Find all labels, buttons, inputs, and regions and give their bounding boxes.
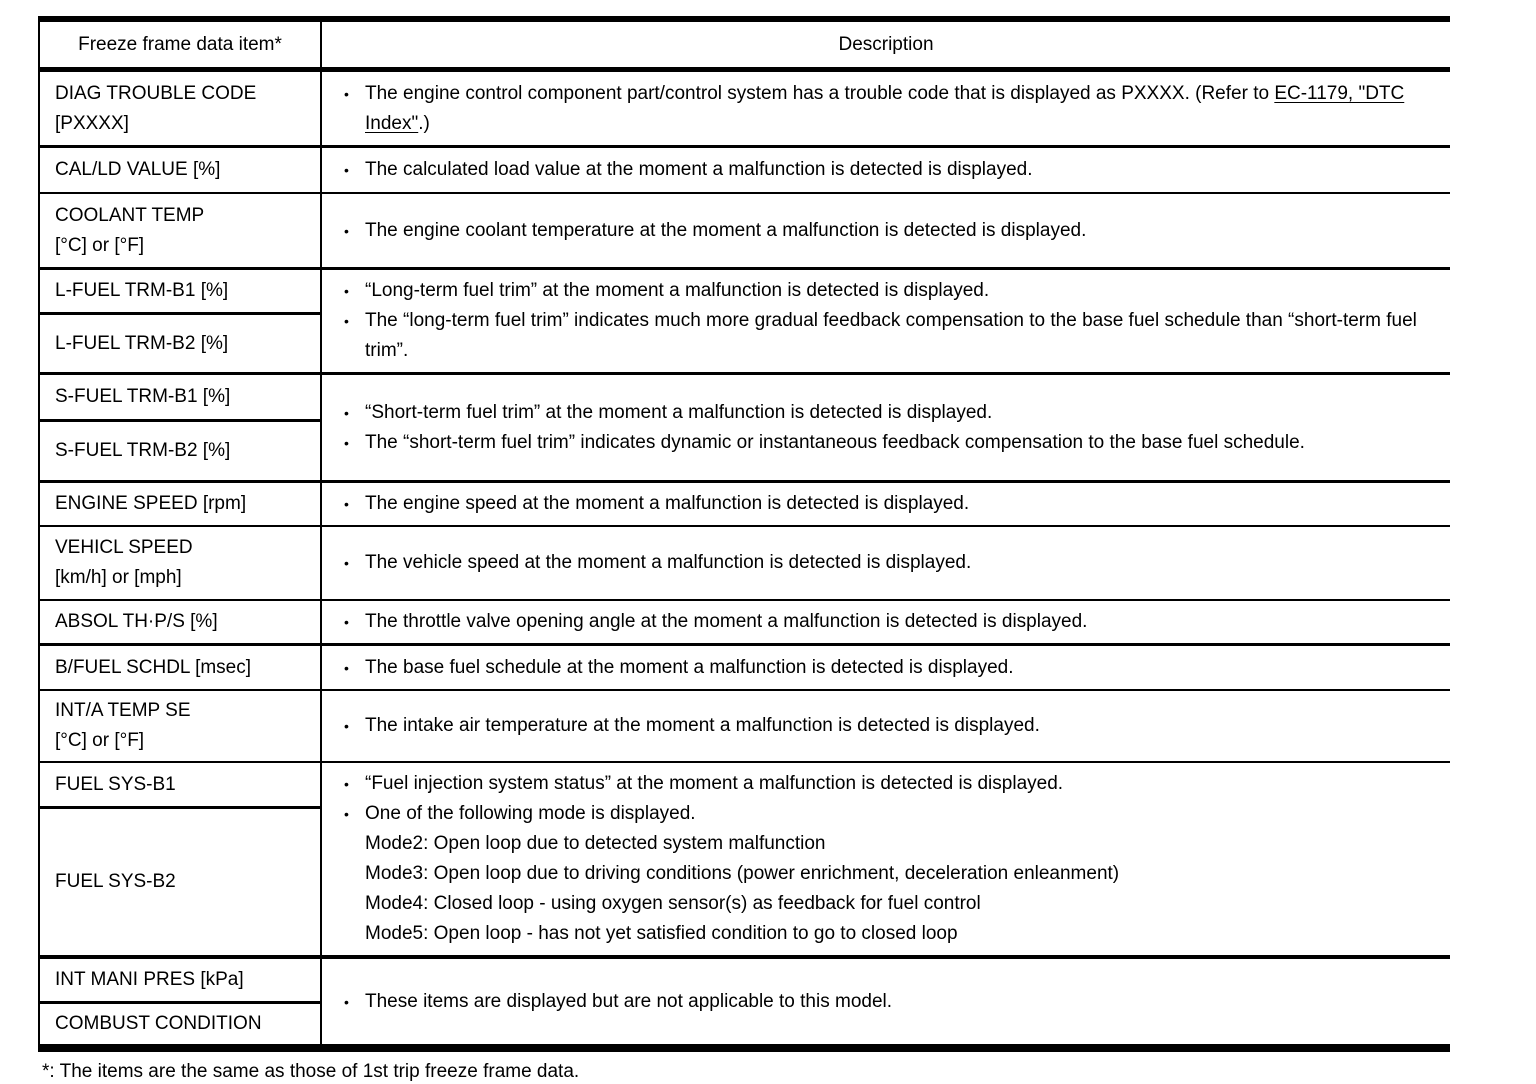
mode-line: Mode4: Closed loop - using oxygen sensor(s) as feedback for fuel control [365,893,981,914]
text-segment: .) [418,112,430,134]
description-cell [321,269,1450,374]
description-cell [321,690,1450,762]
mode-line: Mode2: Open loop due to detected system malfunction [365,833,826,854]
text-segment: The engine control component part/control system has a trouble code that is displayed as PXXXX. (Refer to [365,82,1275,104]
table-row [39,269,1450,314]
bullet-text [365,769,1436,799]
bullet-item [344,276,1436,306]
bullet-icon: • [344,222,349,239]
column-header-item-label: Freeze frame data item* [78,33,282,55]
description-cell [321,600,1450,645]
bullet-text [365,155,1436,185]
item-cell [39,374,321,421]
table-row [39,193,1450,269]
bullet-text [365,216,1436,246]
bullet-icon: • [344,85,349,102]
item-cell [39,1003,321,1049]
manual-page [38,16,1451,1084]
text-segment: The “short-term fuel trim” indicates dynamic or instantaneous feedback compensation to the base fuel schedule. [365,431,1305,453]
text-segment: One of the following mode is displayed. [365,803,696,824]
item-cell [39,526,321,600]
item-cell [39,269,321,314]
item-label: ABSOL TH·P/S [%] [55,611,218,632]
bullet-text [365,799,1436,829]
item-label: INT MANI PRES [kPa] [55,969,244,990]
column-header-description [321,19,1450,70]
item-label: B/FUEL SCHDL [msec] [55,656,252,678]
description-cell [321,957,1450,1048]
table-row [39,690,1450,762]
text-segment: The “long-term fuel trim” indicates much more gradual feedback compensation to the base fuel schedule than “short-term fuel trim”. [365,310,1417,361]
description-cell [321,193,1450,269]
item-cell [39,314,321,374]
bullet-icon: • [344,776,349,792]
item-label: COMBUST CONDITION [55,1013,262,1034]
description-cell [321,645,1450,691]
dtc-index-link[interactable]: EC-1179, "DTC Index" [365,82,1405,134]
table-row [39,374,1450,421]
item-label: S-FUEL TRM-B2 [%] [55,440,231,461]
item-label: ENGINE SPEED [rpm] [55,493,247,514]
table-row [39,482,1450,527]
bullet-item [344,607,1436,637]
text-segment: The intake air temperature at the moment a malfunction is detected is displayed. [365,715,1040,736]
table-row [39,526,1450,600]
item-label: [°C] or [°F] [55,234,145,256]
item-label: S-FUEL TRM-B1 [%] [55,386,231,407]
description-cell [321,762,1450,957]
item-label: L-FUEL TRM-B1 [%] [55,280,229,302]
bullet-item [344,489,1436,519]
column-header-description-label: Description [838,33,934,55]
item-cell [39,600,321,645]
item-cell [39,957,321,1003]
table-row [39,645,1450,691]
item-cell [39,70,321,147]
item-cell [39,808,321,957]
bullet-item [344,306,1436,366]
bullet-text [365,711,1436,741]
item-cell [39,147,321,194]
item-label: INT/A TEMP SE [55,700,191,721]
column-header-item [39,19,321,70]
mode-line: Mode3: Open loop due to driving conditions (power enrichment, deceleration enleanment) [365,863,1120,884]
footnote: *: The items are the same as those of 1st trip freeze frame data. [42,1061,580,1082]
bullet-text [365,428,1436,458]
item-label: [°C] or [°F] [55,730,145,751]
freeze-frame-table [38,16,1450,1052]
description-cell [321,482,1450,527]
description-cell [321,147,1450,194]
bullet-text [365,987,1436,1017]
bullet-icon: • [344,283,349,299]
description-cell [321,526,1450,600]
item-cell [39,762,321,808]
item-label: CAL/LD VALUE [%] [55,159,221,180]
bullet-icon: • [344,162,349,178]
bullet-icon: • [344,555,349,571]
bullet-icon: • [344,434,349,451]
bullet-icon: • [344,659,349,676]
bullet-item [344,428,1436,458]
bullet-text [365,653,1436,683]
bullet-icon: • [344,718,349,734]
text-segment: “Long-term fuel trim” at the moment a malfunction is detected is displayed. [365,280,990,301]
table-row [39,957,1450,1003]
bullet-text [365,398,1436,428]
text-segment: The base fuel schedule at the moment a malfunction is detected is displayed. [365,656,1014,678]
item-label: COOLANT TEMP [55,204,205,226]
bullet-icon: • [344,496,349,512]
item-cell [39,193,321,269]
item-label: [km/h] or [mph] [55,567,182,588]
table-row [39,762,1450,808]
bullet-icon: • [344,404,349,421]
item-label: FUEL SYS-B1 [55,773,176,795]
text-segment: These items are displayed but are not applicable to this model. [365,990,893,1012]
bullet-text [365,607,1436,637]
bullet-item [344,987,1436,1017]
item-label: DIAG TROUBLE CODE [55,82,257,104]
bullet-icon: • [344,614,349,630]
item-cell [39,645,321,691]
item-label: [PXXXX] [55,112,129,134]
bullet-icon: • [344,806,349,822]
text-segment: The engine coolant temperature at the moment a malfunction is detected is displayed. [365,219,1087,241]
bullet-item [344,216,1436,246]
text-segment: “Fuel injection system status” at the moment a malfunction is detected is displayed. [365,773,1064,794]
item-cell [39,690,321,762]
bullet-item [344,799,1436,829]
bullet-item [344,398,1436,428]
bullet-item [344,711,1436,741]
text-segment: The calculated load value at the moment a malfunction is detected is displayed. [365,159,1033,180]
bullet-icon: • [344,313,349,329]
description-cell [321,70,1450,147]
text-segment: The engine speed at the moment a malfunction is detected is displayed. [365,493,970,514]
bullet-icon: • [344,993,349,1010]
item-cell [39,421,321,482]
bullet-text [365,548,1436,578]
description-cell [321,374,1450,482]
bullet-item [344,548,1436,578]
bullet-text [365,306,1436,366]
header-row [39,19,1450,70]
table-row [39,147,1450,194]
text-segment: The vehicle speed at the moment a malfunction is detected is displayed. [365,552,972,573]
bullet-item [344,769,1436,799]
item-label: VEHICL SPEED [55,537,193,558]
bullet-item [344,79,1436,139]
table-row [39,70,1450,147]
bullet-text [365,276,1436,306]
bullet-text [365,79,1436,139]
text-segment: The throttle valve opening angle at the moment a malfunction is detected is displayed. [365,611,1088,632]
bullet-item [344,155,1436,185]
mode-line: Mode5: Open loop - has not yet satisfied condition to go to closed loop [365,923,958,944]
bullet-item [344,653,1436,683]
item-label: L-FUEL TRM-B2 [%] [55,332,229,354]
table-row [39,600,1450,645]
table-body [39,70,1450,1049]
bullet-text [365,489,1436,519]
item-label: FUEL SYS-B2 [55,871,176,893]
item-cell [39,482,321,527]
text-segment: “Short-term fuel trim” at the moment a malfunction is detected is displayed. [365,401,993,423]
